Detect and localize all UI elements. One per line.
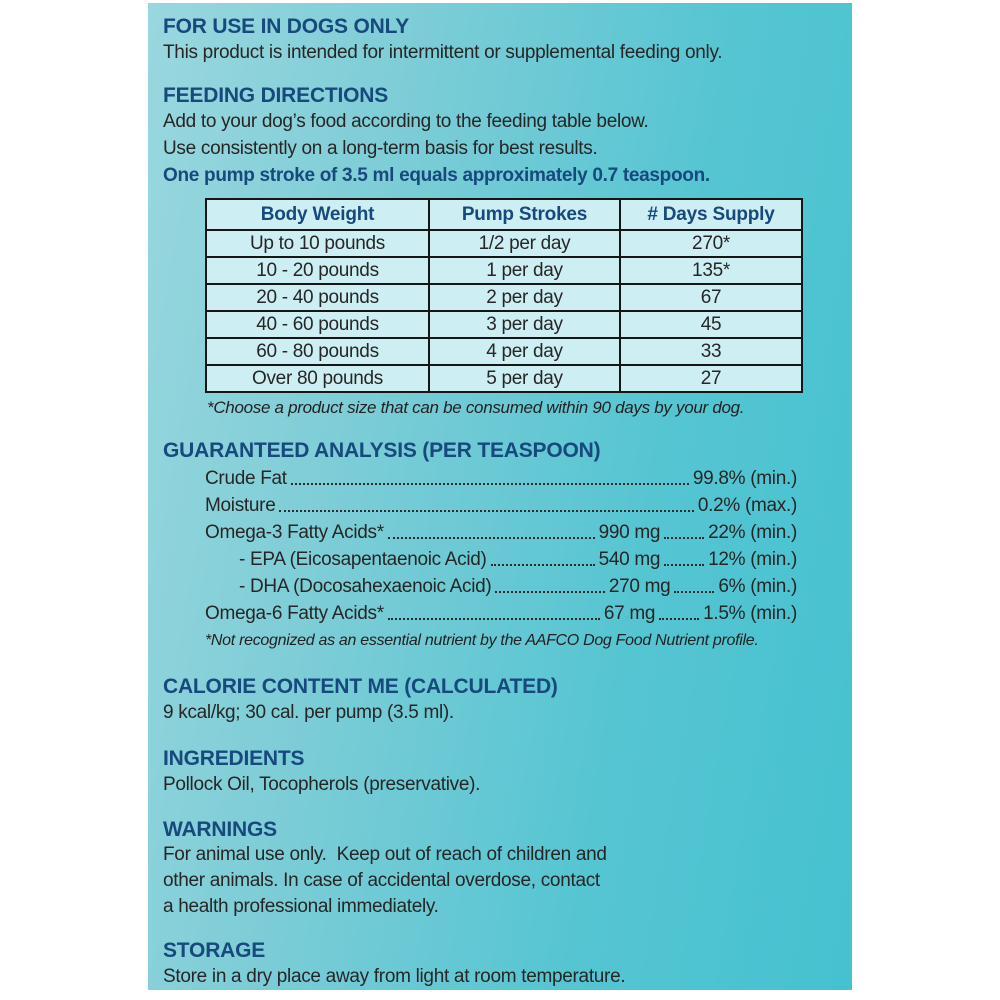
- table-row: [206, 338, 802, 365]
- table-row: [206, 257, 802, 284]
- analysis-amount: 270 mg: [608, 576, 671, 597]
- analysis-amount: 67 mg: [603, 603, 656, 624]
- cell-days-supply: 135*: [620, 257, 802, 284]
- dot-leader: [674, 591, 714, 593]
- guaranteed-analysis-section: [163, 438, 840, 653]
- dot-leader: [291, 483, 689, 485]
- storage-body: Store in a dry place away from light at room temperature.: [163, 966, 626, 987]
- analysis-row-omega6: [205, 598, 797, 625]
- cell-pump-strokes: 1/2 per day: [429, 230, 620, 257]
- column-header-days-supply: # Days Supply: [620, 199, 802, 230]
- calorie-heading: CALORIE CONTENT ME (CALCULATED): [163, 675, 558, 698]
- analysis-label: - DHA (Docosahexaenoic Acid): [239, 576, 492, 597]
- table-row: [206, 365, 802, 392]
- table-row: [206, 230, 802, 257]
- ingredients-heading: INGREDIENTS: [163, 747, 305, 770]
- guaranteed-analysis-heading: GUARANTEED ANALYSIS (PER TEASPOON): [163, 439, 601, 462]
- feeding-directions-line2: Use consistently on a long-term basis for best results.: [163, 138, 598, 159]
- warnings-line1: For animal use only. Keep out of reach of children and: [163, 844, 607, 865]
- analysis-footnote: *Not recognized as an essential nutrient by the AAFCO Dog Food Nutrient profile.: [205, 632, 759, 649]
- dot-leader: [491, 564, 595, 566]
- column-header-body-weight: Body Weight: [206, 199, 429, 230]
- analysis-value: 0.2% (max.): [697, 495, 797, 516]
- feeding-table-header-row: [206, 199, 802, 230]
- analysis-label: Moisture: [205, 495, 276, 516]
- feeding-directions-heading: FEEDING DIRECTIONS: [163, 84, 389, 107]
- cell-pump-strokes: 4 per day: [429, 338, 620, 365]
- for-use-section: [163, 14, 840, 66]
- warnings-heading: WARNINGS: [163, 818, 277, 841]
- analysis-label: Crude Fat: [205, 468, 287, 489]
- dot-leader: [664, 537, 704, 539]
- for-use-heading: FOR USE IN DOGS ONLY: [163, 15, 410, 38]
- table-row: [206, 311, 802, 338]
- cell-body-weight: 40 - 60 pounds: [206, 311, 429, 338]
- dot-leader: [388, 618, 600, 620]
- analysis-value: 1.5% (min.): [703, 603, 797, 624]
- cell-days-supply: 33: [620, 338, 802, 365]
- feeding-table: [205, 198, 803, 393]
- cell-body-weight: 10 - 20 pounds: [206, 257, 429, 284]
- product-label-panel: [148, 3, 852, 990]
- analysis-amount: 540 mg: [598, 549, 661, 570]
- cell-body-weight: Up to 10 pounds: [206, 230, 429, 257]
- analysis-row-epa: [205, 544, 797, 571]
- cell-body-weight: 60 - 80 pounds: [206, 338, 429, 365]
- analysis-row-moisture: [205, 490, 797, 517]
- analysis-label: Omega-3 Fatty Acids*: [205, 522, 384, 543]
- feeding-directions-line1: Add to your dog’s food according to the feeding table below.: [163, 111, 649, 132]
- analysis-row-crude-fat: [205, 463, 797, 490]
- cell-pump-strokes: 1 per day: [429, 257, 620, 284]
- calorie-body: 9 kcal/kg; 30 cal. per pump (3.5 ml).: [163, 702, 454, 723]
- analysis-label: Omega-6 Fatty Acids*: [205, 603, 384, 624]
- analysis-label: - EPA (Eicosapentaenoic Acid): [239, 549, 487, 570]
- dot-leader: [495, 591, 604, 593]
- analysis-value: 6% (min.): [718, 576, 797, 597]
- pump-stroke-note: One pump stroke of 3.5 ml equals approximately 0.7 teaspoon.: [163, 165, 710, 186]
- warnings-section: [163, 817, 840, 920]
- column-header-pump-strokes: Pump Strokes: [429, 199, 620, 230]
- analysis-row-dha: [205, 571, 797, 598]
- cell-days-supply: 270*: [620, 230, 802, 257]
- dot-leader: [279, 510, 693, 512]
- analysis-value: 22% (min.): [708, 522, 797, 543]
- feeding-directions-section: [163, 83, 840, 189]
- cell-pump-strokes: 2 per day: [429, 284, 620, 311]
- calorie-section: [163, 674, 840, 726]
- dot-leader: [659, 618, 699, 620]
- dot-leader: [388, 537, 595, 539]
- cell-body-weight: Over 80 pounds: [206, 365, 429, 392]
- table-row: [206, 284, 802, 311]
- analysis-row-omega3: [205, 517, 797, 544]
- cell-body-weight: 20 - 40 pounds: [206, 284, 429, 311]
- warnings-line3: a health professional immediately.: [163, 896, 439, 917]
- cell-days-supply: 45: [620, 311, 802, 338]
- cell-days-supply: 27: [620, 365, 802, 392]
- analysis-value: 99.8% (min.): [692, 468, 797, 489]
- for-use-body: This product is intended for intermittent or supplemental feeding only.: [163, 42, 723, 63]
- dot-leader: [664, 564, 704, 566]
- analysis-value: 12% (min.): [708, 549, 797, 570]
- cell-pump-strokes: 5 per day: [429, 365, 620, 392]
- cell-days-supply: 67: [620, 284, 802, 311]
- cell-pump-strokes: 3 per day: [429, 311, 620, 338]
- ingredients-section: [163, 746, 840, 798]
- analysis-amount: 990 mg: [598, 522, 661, 543]
- warnings-line2: other animals. In case of accidental overdose, contact: [163, 870, 600, 891]
- ingredients-body: Pollock Oil, Tocopherols (preservative).: [163, 774, 481, 795]
- storage-heading: STORAGE: [163, 939, 266, 962]
- table-footnote: *Choose a product size that can be consumed within 90 days by your dog.: [207, 398, 745, 417]
- storage-section: [163, 938, 840, 990]
